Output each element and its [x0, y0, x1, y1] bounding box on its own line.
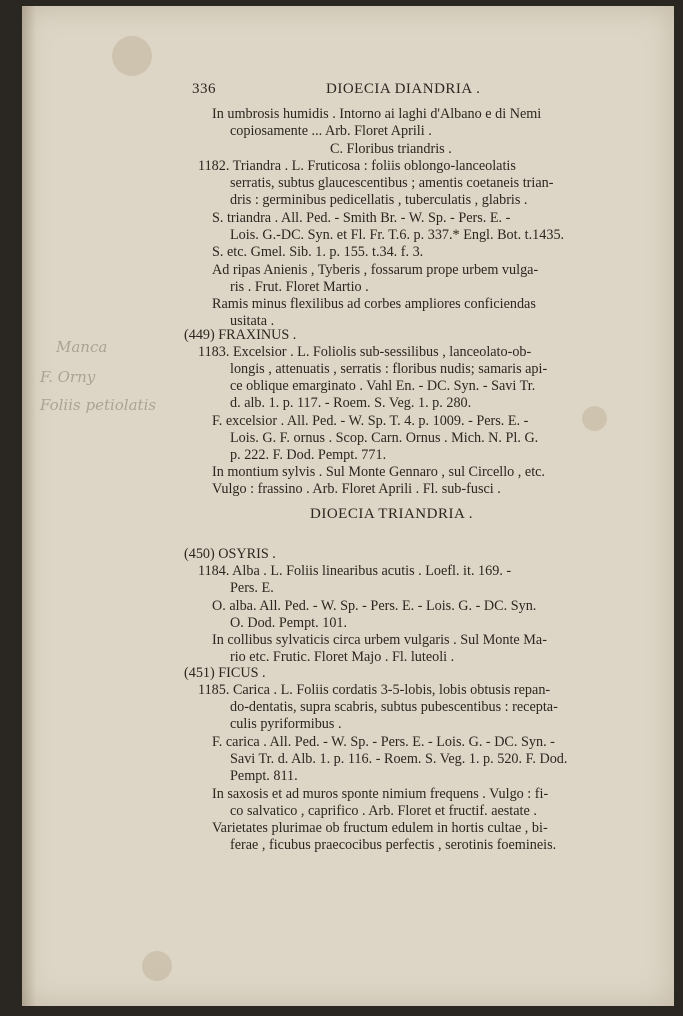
book-page — [22, 6, 674, 1006]
text-line: C. Floribus triandris . — [330, 141, 452, 157]
text-line: 1182. Triandra . L. Fruticosa : foliis oblongo-lanceolatis — [198, 158, 516, 174]
text-line: In montium sylvis . Sul Monte Gennaro , sul Circello , etc. — [212, 464, 545, 480]
text-line: S. etc. Gmel. Sib. 1. p. 155. t.34. f. 3. — [212, 244, 424, 260]
section-heading: DIOECIA TRIANDRIA . — [310, 506, 473, 522]
text-line: rio etc. Frutic. Floret Majo . Fl. luteoli . — [230, 649, 455, 665]
text-line: p. 222. F. Dod. Pempt. 771. — [230, 447, 387, 463]
text-line: 1185. Carica . L. Foliis cordatis 3-5-lobis, lobis obtusis repan- — [198, 682, 551, 698]
text-line: Lois. G.-DC. Syn. et Fl. Fr. T.6. p. 337.* Engl. Bot. t.1435. — [230, 227, 565, 243]
margin-note: F. Orny — [40, 368, 96, 386]
text-line: Ramis minus flexilibus ad corbes ampliores conficiendas — [212, 296, 536, 312]
margin-note: Manca — [56, 338, 108, 356]
text-line: Savi Tr. d. Alb. 1. p. 116. - Roem. S. Veg. 1. p. 520. F. Dod. — [230, 751, 568, 767]
text-line: 1184. Alba . L. Foliis linearibus acutis . Loefl. it. 169. - — [198, 563, 512, 579]
text-line: dris : germinibus pedicellatis , tuberculatis , glabris . — [230, 192, 528, 208]
text-line: do-dentatis, supra scabris, subtus pubescentibus : recepta- — [230, 699, 558, 715]
text-line: Lois. G. F. ornus . Scop. Carn. Ornus . Mich. N. Pl. G. — [230, 430, 539, 446]
text-line: (449) FRAXINUS . — [184, 327, 297, 343]
text-line: In collibus sylvaticis circa urbem vulgaris . Sul Monte Ma- — [212, 632, 547, 648]
text-line: In umbrosis humidis . Intorno ai laghi d'Albano e di Nemi — [212, 106, 542, 122]
text-line: co salvatico , caprifico . Arb. Floret et fructif. aestate . — [230, 803, 537, 819]
text-line: Vulgo : frassino . Arb. Floret Aprili . Fl. sub-fusci . — [212, 481, 501, 497]
text-line: (450) OSYRIS . — [184, 546, 276, 562]
text-line: ferae , ficubus praecocibus perfectis , serotinis foemineis. — [230, 837, 557, 853]
text-line: copiosamente ... Arb. Floret Aprili . — [230, 123, 432, 139]
text-line: Ad ripas Anienis , Tyberis , fossarum prope urbem vulga- — [212, 262, 539, 278]
text-line: S. triandra . All. Ped. - Smith Br. - W. Sp. - Pers. E. - — [212, 210, 511, 226]
text-line: serratis, subtus glaucescentibus ; amentis coetaneis trian- — [230, 175, 554, 191]
running-head: DIOECIA DIANDRIA . — [326, 81, 481, 97]
text-line: O. alba. All. Ped. - W. Sp. - Pers. E. - Lois. G. - DC. Syn. — [212, 598, 537, 614]
text-line: ris . Frut. Floret Martio . — [230, 279, 369, 295]
text-line: In saxosis et ad muros sponte nimium frequens . Vulgo : fi- — [212, 786, 549, 802]
page-number: 336 — [192, 81, 216, 97]
text-line: 1183. Excelsior . L. Foliolis sub-sessilibus , lanceolato-ob- — [198, 344, 532, 360]
text-line: ce oblique emarginato . Vahl En. - DC. Syn. - Savi Tr. — [230, 378, 536, 394]
text-line: Pempt. 811. — [230, 768, 298, 784]
text-line: F. excelsior . All. Ped. - W. Sp. T. 4. p. 1009. - Pers. E. - — [212, 413, 529, 429]
text-line: usitata . — [230, 313, 275, 329]
text-line: F. carica . All. Ped. - W. Sp. - Pers. E. - Lois. G. - DC. Syn. - — [212, 734, 555, 750]
margin-note: Foliis petiolatis — [40, 396, 157, 414]
text-line: (451) FICUS . — [184, 665, 266, 681]
text-line: longis , attenuatis , serratis : floribus nudis; samaris api- — [230, 361, 548, 377]
text-line: Varietates plurimae ob fructum edulem in hortis cultae , bi- — [212, 820, 548, 836]
text-line: Pers. E. — [230, 580, 274, 596]
text-line: d. alb. 1. p. 117. - Roem. S. Veg. 1. p. 280. — [230, 395, 472, 411]
text-line: culis pyriformibus . — [230, 716, 342, 732]
text-line: O. Dod. Pempt. 101. — [230, 615, 348, 631]
